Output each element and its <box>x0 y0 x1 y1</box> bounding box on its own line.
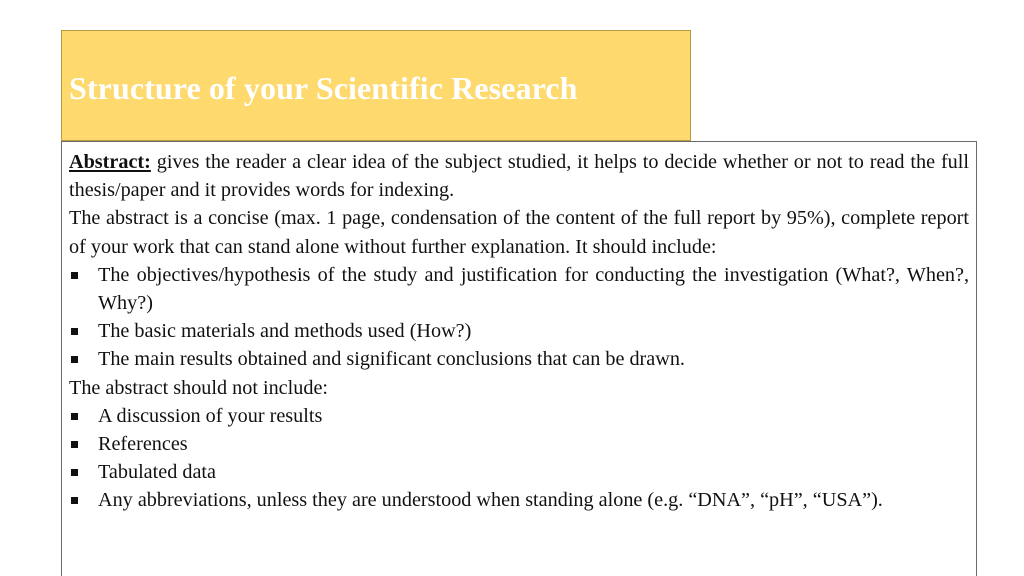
exclude-item-text: References <box>98 433 188 456</box>
include-item-text: The main results obtained and significant conclusions that can be drawn. <box>98 348 685 371</box>
exclude-list-item <box>69 402 969 430</box>
include-list-item <box>69 317 969 345</box>
exclude-list-item <box>69 458 969 486</box>
square-bullet-icon <box>71 413 78 420</box>
exclude-item-text: Any abbreviations, unless they are understood when standing alone (e.g. “DNA”, “pH”, “USA”). <box>98 489 883 512</box>
exclude-heading: The abstract should not include: <box>69 376 329 399</box>
slide-title: Structure of your Scientific Research <box>69 70 578 106</box>
title-banner <box>61 30 691 141</box>
square-bullet-icon <box>71 441 78 448</box>
content-box <box>61 141 977 576</box>
square-bullet-icon <box>71 469 78 476</box>
exclude-list-item <box>69 486 969 514</box>
abstract-paragraph <box>69 148 969 204</box>
square-bullet-icon <box>71 356 78 363</box>
include-item-text: The basic materials and methods used (How?) <box>98 320 472 343</box>
include-item-text: The objectives/hypothesis of the study and justification for conducting the investigation (What?, When?, Why?) <box>98 263 969 315</box>
exclude-item-text: A discussion of your results <box>98 404 323 427</box>
square-bullet-icon <box>71 328 78 335</box>
include-list <box>69 261 969 374</box>
include-list-item <box>69 345 969 373</box>
exclude-list <box>69 402 969 515</box>
exclude-list-item <box>69 430 969 458</box>
square-bullet-icon <box>71 497 78 504</box>
abstract-description: The abstract is a concise (max. 1 page, condensation of the content of the full report by 95%), complete report of your work that can stand alone without further explanation. It should include: <box>69 207 969 258</box>
square-bullet-icon <box>71 272 78 279</box>
abstract-label: Abstract: <box>69 151 151 173</box>
exclude-item-text: Tabulated data <box>98 461 216 484</box>
include-list-item <box>69 261 969 317</box>
abstract-intro-text: gives the reader a clear idea of the subject studied, it helps to decide whether or not to read the full thesis/paper and it provides words for indexing. <box>69 151 969 202</box>
